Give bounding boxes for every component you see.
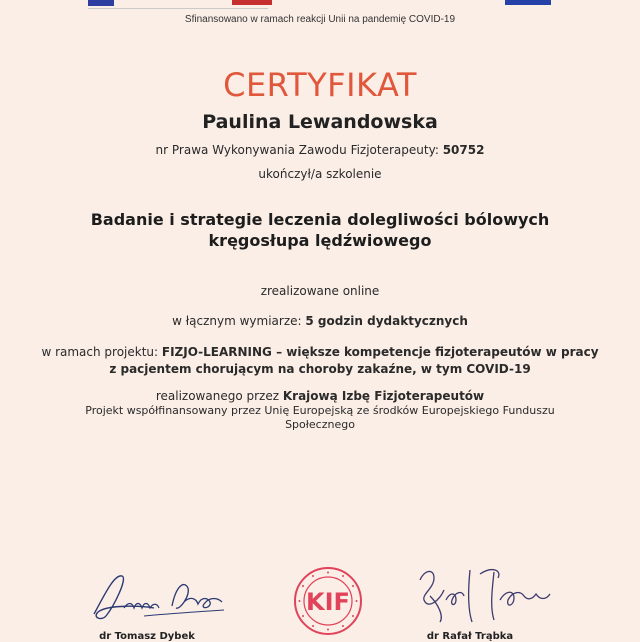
- completed-text: ukończył/a szkolenie: [258, 167, 382, 181]
- eu-flag-icon: [88, 0, 114, 6]
- poland-flag-logo: [232, 0, 272, 5]
- realized-line: [40, 389, 600, 404]
- mode-text: zrealizowane online: [260, 284, 380, 298]
- recipient-name: Paulina Lewandowska: [202, 111, 438, 133]
- realized-label: realizowanego przez: [155, 389, 280, 403]
- cofunding-note: Projekt współfinansowany przez Unię Europejską ze środków Europejskiego Funduszu Społecznego: [85, 404, 555, 431]
- signer-left-name: dr Tomasz Dybek: [99, 631, 195, 642]
- hours-label: w łącznym wymiarze:: [172, 314, 302, 328]
- license-number: 50752: [442, 143, 485, 157]
- funding-note: Sfinansowano w ramach reakcji Unii na pandemię COVID-19: [184, 14, 456, 25]
- stamp-text: KIF: [306, 588, 350, 616]
- signature-right: [410, 560, 560, 630]
- license-line: [0, 143, 640, 157]
- certificate-title: CERTYFIKAT: [223, 66, 417, 104]
- project-line: [40, 344, 600, 378]
- hours-value: 5 godzin dydaktycznych: [305, 314, 468, 328]
- project-label: w ramach projektu:: [41, 345, 159, 359]
- kif-stamp: [293, 566, 363, 636]
- eu-flag-logo: [505, 0, 551, 5]
- course-title: Badanie i strategie leczenia dolegliwości bólowych kręgosłupa lędźwiowego: [90, 210, 550, 250]
- signer-right-name: dr Rafał Trąbka: [426, 631, 514, 642]
- license-label: nr Prawa Wykonywania Zawodu Fizjoterapeuty:: [155, 143, 439, 157]
- hours-line: [0, 314, 640, 328]
- realized-by: Krajową Izbę Fizjoterapeutów: [282, 389, 485, 403]
- signature-left: [84, 566, 234, 626]
- project-name: FIZJO-LEARNING – większe kompetencje fizjoterapeutów w pracy z pacjentem chorującym na choroby zakaźne, w tym COVID-19: [109, 345, 599, 376]
